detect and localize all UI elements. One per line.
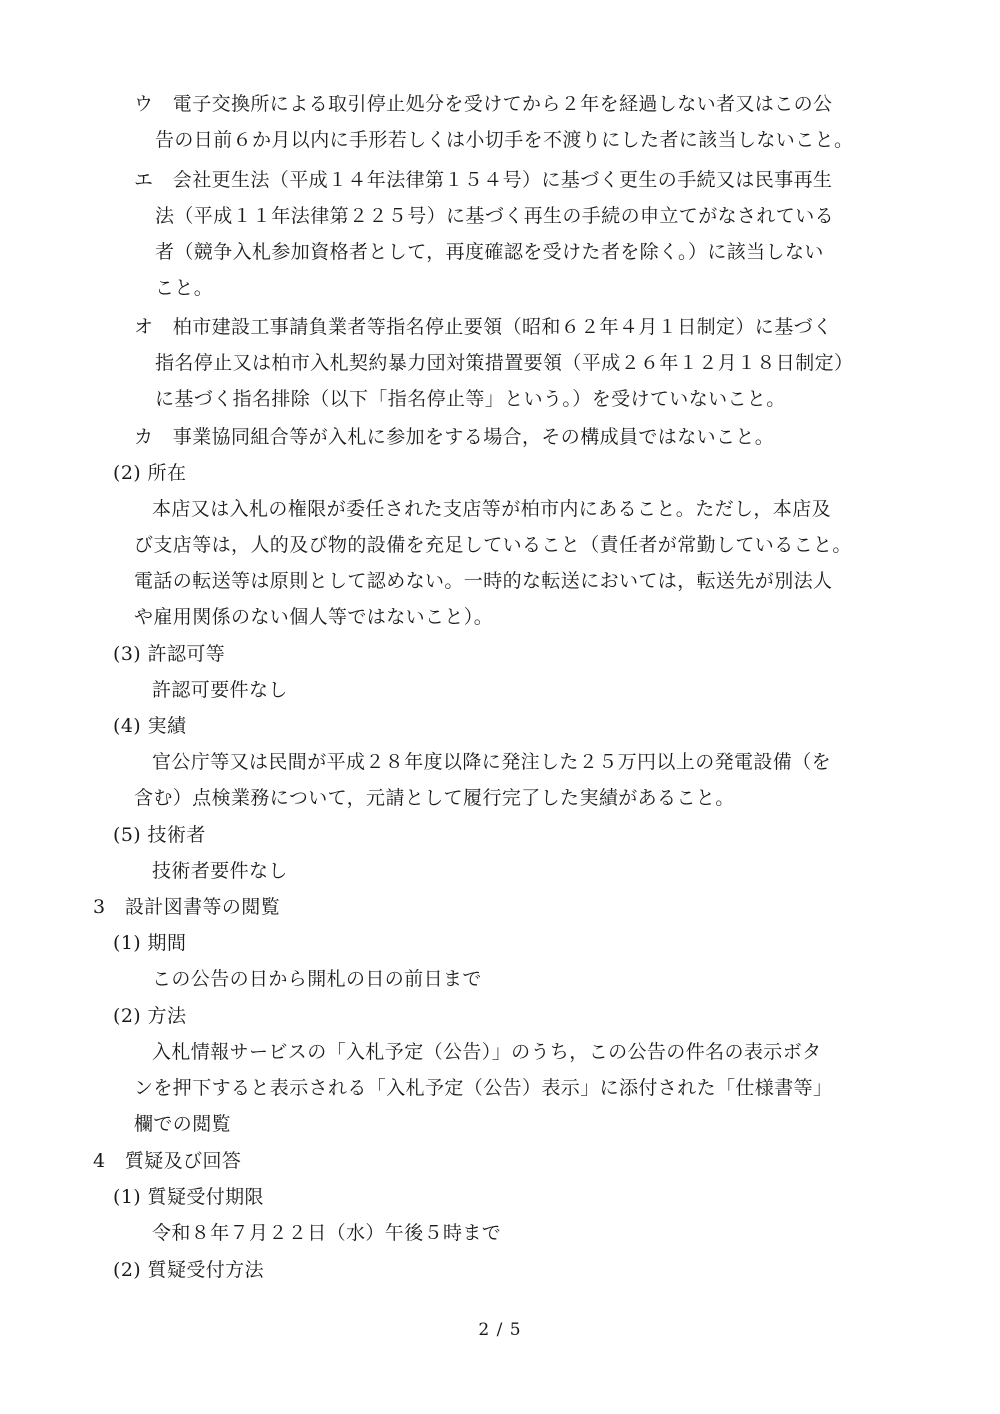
text-line: 許認可要件なし — [152, 679, 288, 701]
text-line: 告の日前６か月以内に手形若しくは小切手を不渡りにした者に該当しないこと。 — [155, 129, 854, 151]
text-line: 含む）点検業務について，元請として履行完了した実績があること。 — [134, 787, 735, 809]
chapter-heading: 3 設計図書等の閲覧 — [93, 896, 281, 918]
text-line: オ 柏市建設工事請負業者等指名停止要領（昭和６２年４月１日制定）に基づく — [134, 316, 833, 338]
text-line: や雇用関係のない個人等ではないこと）。 — [134, 606, 494, 628]
text-line: 本店又は入札の権限が委任された支店等が柏市内にあること。ただし，本店及 — [152, 498, 832, 520]
text-line: ウ 電子交換所による取引停止処分を受けてから２年を経過しない者又はこの公 — [134, 93, 833, 115]
text-line: 者（競争入札参加資格者として，再度確認を受けた者を除く。）に該当しない — [155, 241, 824, 263]
section-heading: (2) 方法 — [113, 1005, 187, 1027]
text-line: カ 事業協同組合等が入札に参加をする場合，その構成員ではないこと。 — [134, 426, 775, 448]
section-heading: (2) 質疑受付方法 — [113, 1259, 264, 1281]
section-heading: (1) 期間 — [113, 932, 187, 954]
text-line: 指名停止又は柏市入札契約暴力団対策措置要領（平成２６年１２月１８日制定） — [155, 352, 854, 374]
text-line: この公告の日から開札の日の前日まで — [152, 968, 482, 990]
text-line: 欄での閲覧 — [134, 1113, 232, 1135]
text-line: び支店等は，人的及び物的設備を充足していること（責任者が常勤していること。 — [134, 534, 852, 556]
text-line: ンを押下すると表示される「入札予定（公告）表示」に添付された「仕様書等」 — [134, 1077, 833, 1099]
text-line: こと。 — [155, 277, 214, 299]
section-heading: (1) 質疑受付期限 — [113, 1186, 264, 1208]
text-line: 令和８年７月２２日（水）午後５時まで — [152, 1222, 502, 1244]
section-heading: (4) 実績 — [113, 715, 187, 737]
text-line: 入札情報サービスの「入札予定（公告）」のうち，この公告の件名の表示ボタ — [152, 1041, 822, 1063]
text-line: 技術者要件なし — [152, 860, 288, 882]
section-heading: (3) 許認可等 — [113, 643, 226, 665]
text-line: に基づく指名排除（以下「指名停止等」という。）を受けていないこと。 — [155, 388, 786, 410]
chapter-heading: 4 質疑及び回答 — [93, 1150, 242, 1172]
page-number: 2 / 5 — [478, 1320, 522, 1340]
section-heading: (2) 所在 — [113, 462, 187, 484]
text-line: 官公庁等又は民間が平成２８年度以降に発注した２５万円以上の発電設備（を — [152, 751, 832, 773]
section-heading: (5) 技術者 — [113, 824, 206, 846]
text-line: エ 会社更生法（平成１４年法律第１５４号）に基づく更生の手続又は民事再生 — [134, 169, 833, 191]
text-line: 法（平成１１年法律第２２５号）に基づく再生の手続の申立てがなされている — [155, 205, 835, 227]
text-line: 電話の転送等は原則として認めない。一時的な転送においては，転送先が別法人 — [134, 570, 833, 592]
